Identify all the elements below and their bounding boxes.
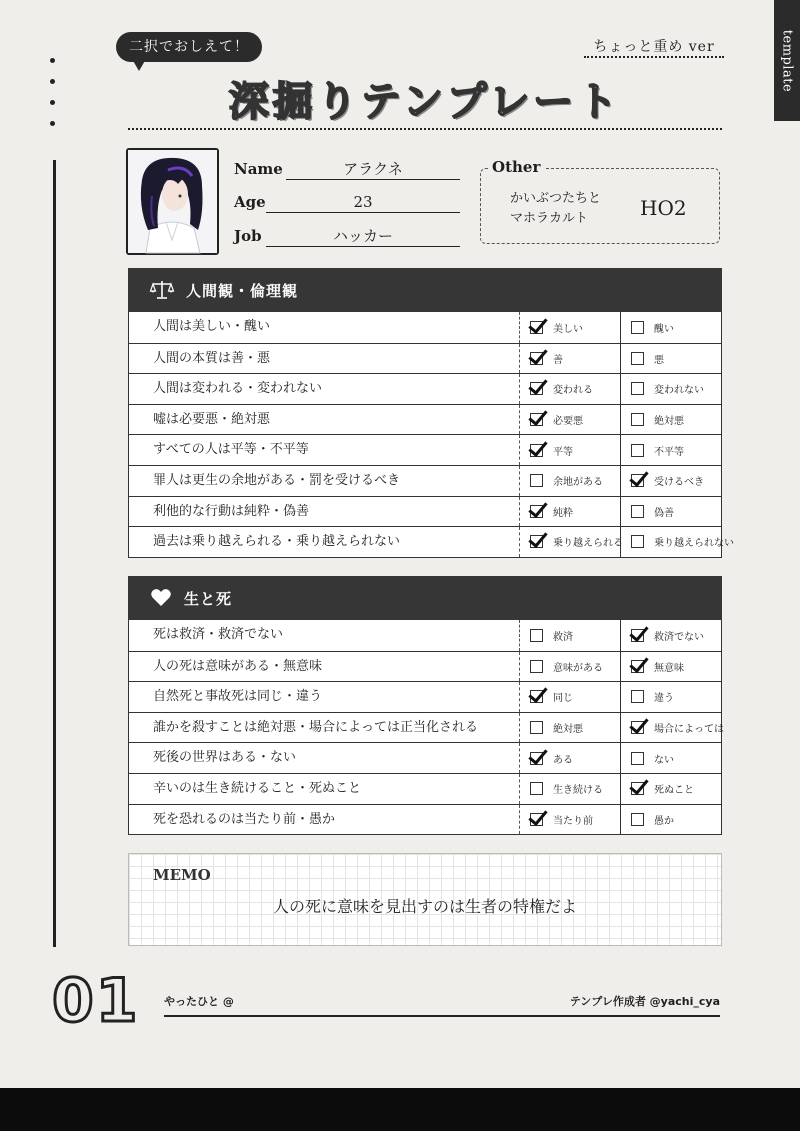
question-text: 利他的な行動は純粋・偽善	[129, 497, 520, 527]
option-a[interactable]	[520, 805, 620, 835]
character-portrait	[126, 148, 219, 255]
option-b[interactable]	[620, 774, 721, 804]
checkbox[interactable]	[631, 813, 644, 826]
checkbox[interactable]	[530, 752, 543, 765]
memo-box[interactable]	[128, 853, 722, 946]
option-a[interactable]	[520, 497, 620, 527]
speech-bubble: 二択でおしえて！	[116, 32, 262, 62]
option-label: 救済	[553, 631, 573, 643]
question-text: 誰かを殺すことは絶対悪・場合によっては正当化される	[129, 713, 520, 743]
question-text: 人間は変われる・変われない	[129, 374, 520, 404]
option-label: 乗り越えられない	[654, 538, 734, 550]
question-row	[129, 742, 721, 773]
option-label: 純粋	[553, 507, 573, 519]
question-text: 人間の本質は善・悪	[129, 344, 520, 374]
checkbox[interactable]	[631, 474, 644, 487]
checkbox[interactable]	[631, 535, 644, 548]
option-b[interactable]	[620, 374, 721, 404]
option-label: 必要悪	[553, 416, 583, 428]
memo-label: MEMO	[153, 866, 211, 884]
option-label: 醜い	[654, 323, 674, 335]
option-label: 無意味	[654, 662, 684, 674]
checkbox[interactable]	[631, 505, 644, 518]
job-label: Job	[234, 227, 262, 245]
question-row	[129, 434, 721, 465]
checkbox[interactable]	[530, 629, 543, 642]
section-header	[128, 268, 722, 312]
option-label: 絶対悪	[654, 416, 684, 428]
other-label: Other	[488, 158, 544, 176]
option-a[interactable]	[520, 620, 620, 651]
scales-icon	[150, 280, 174, 300]
option-b[interactable]	[620, 435, 721, 465]
bottom-bar	[0, 1088, 800, 1131]
version-label: ちょっと重め ver	[584, 36, 724, 58]
question-row	[129, 404, 721, 435]
option-a[interactable]	[520, 405, 620, 435]
option-a[interactable]	[520, 344, 620, 374]
heart-icon	[150, 588, 172, 608]
page-number: 01	[52, 966, 140, 1036]
checkbox[interactable]	[631, 782, 644, 795]
option-label: 救済でない	[654, 631, 704, 643]
checkbox[interactable]	[530, 690, 543, 703]
option-b[interactable]	[620, 466, 721, 496]
option-a[interactable]	[520, 466, 620, 496]
option-label: 同じ	[553, 693, 573, 705]
question-row	[129, 373, 721, 404]
option-a[interactable]	[520, 374, 620, 404]
page-title: 深掘りテンプレート	[228, 78, 622, 125]
decorative-dots	[50, 58, 55, 142]
checkbox[interactable]	[631, 321, 644, 334]
question-text: すべての人は平等・不平等	[129, 435, 520, 465]
option-label: 乗り越えられる	[553, 538, 623, 550]
option-label: 違う	[654, 693, 674, 705]
checkbox[interactable]	[530, 535, 543, 548]
footer-credit: テンプレ作成者 @yachi_cya	[569, 995, 720, 1008]
option-label: 悪	[654, 354, 664, 366]
option-label: 当たり前	[553, 815, 593, 827]
section-life-death	[128, 576, 722, 835]
option-label: 余地がある	[553, 477, 603, 489]
section-title: 人間観・倫理観	[186, 281, 299, 300]
option-b[interactable]	[620, 713, 724, 743]
option-label: 受けるべき	[654, 477, 704, 489]
checkbox[interactable]	[530, 474, 543, 487]
option-b[interactable]	[620, 344, 721, 374]
question-text: 死後の世界はある・ない	[129, 743, 520, 773]
option-b[interactable]	[620, 652, 721, 682]
job-row	[234, 223, 460, 247]
option-label: 美しい	[553, 323, 583, 335]
question-list	[128, 312, 734, 558]
option-label: 死ぬこと	[654, 785, 694, 797]
side-tab	[774, 0, 800, 121]
question-text: 人間は美しい・醜い	[129, 312, 520, 343]
question-row	[129, 312, 721, 343]
other-line-2: マホラカルト	[510, 211, 589, 226]
memo-text: 人の死に意味を見出すのは生者の特権だよ	[272, 897, 577, 916]
option-label: 意味がある	[553, 662, 603, 674]
question-row	[129, 773, 721, 804]
option-label: 絶対悪	[553, 724, 583, 736]
question-row	[129, 712, 724, 743]
age-label: Age	[234, 193, 266, 211]
question-text: 死は救済・救済でない	[129, 620, 520, 651]
option-label: 愚か	[654, 815, 674, 827]
option-b[interactable]	[620, 682, 721, 712]
checkbox[interactable]	[631, 690, 644, 703]
option-label: 生き続ける	[553, 785, 603, 797]
option-a[interactable]	[520, 652, 620, 682]
option-a[interactable]	[520, 527, 623, 557]
age-row	[234, 189, 460, 213]
question-text: 辛いのは生き続けること・死ぬこと	[129, 774, 520, 804]
question-row	[129, 651, 721, 682]
checkbox[interactable]	[631, 660, 644, 673]
checkbox[interactable]	[631, 629, 644, 642]
checkbox[interactable]	[530, 382, 543, 395]
footer-divider	[164, 1015, 720, 1017]
portrait-illustration	[128, 150, 217, 253]
option-label: 善	[553, 354, 563, 366]
checkbox[interactable]	[631, 444, 644, 457]
option-a[interactable]	[520, 743, 620, 773]
option-label: 場合によっては	[654, 724, 724, 736]
question-row	[129, 620, 721, 651]
option-label: ある	[553, 754, 573, 766]
checkbox[interactable]	[530, 444, 543, 457]
question-text: 嘘は必要悪・絶対悪	[129, 405, 520, 435]
checkbox[interactable]	[530, 352, 543, 365]
option-b[interactable]	[620, 620, 721, 651]
checkbox[interactable]	[631, 352, 644, 365]
age-field[interactable]: 23	[266, 191, 460, 213]
option-label: 変われる	[553, 385, 593, 397]
section-header	[128, 576, 722, 620]
option-b[interactable]	[620, 527, 734, 557]
option-label: 変われない	[654, 385, 704, 397]
option-b[interactable]	[620, 497, 721, 527]
question-text: 自然死と事故死は同じ・違う	[129, 682, 520, 712]
other-line-1: かいぶつたちと	[510, 191, 602, 206]
checkbox[interactable]	[530, 660, 543, 673]
other-text	[510, 189, 601, 229]
option-label: 偽善	[654, 507, 674, 519]
option-label: ない	[654, 754, 674, 766]
section-ethics	[128, 268, 734, 558]
question-row	[129, 804, 721, 835]
name-row	[234, 156, 460, 180]
question-row	[129, 681, 721, 712]
option-b[interactable]	[620, 405, 721, 435]
question-text: 過去は乗り越えられる・乗り越えられない	[129, 527, 520, 557]
question-list	[128, 620, 722, 835]
job-field[interactable]: ハッカー	[266, 225, 460, 247]
option-label: 不平等	[654, 446, 684, 458]
question-text: 罪人は更生の余地がある・罰を受けるべき	[129, 466, 520, 496]
checkbox[interactable]	[530, 721, 543, 734]
name-field[interactable]: アラクネ	[286, 158, 460, 180]
checkbox[interactable]	[530, 413, 543, 426]
option-b[interactable]	[620, 312, 721, 343]
option-label: 平等	[553, 446, 573, 458]
checkbox[interactable]	[631, 752, 644, 765]
option-a[interactable]	[520, 682, 620, 712]
side-tab-label: template	[779, 29, 795, 92]
question-row	[129, 343, 721, 374]
question-text: 人の死は意味がある・無意味	[129, 652, 520, 682]
question-row	[129, 496, 721, 527]
section-title: 生と死	[184, 589, 233, 608]
checkbox[interactable]	[631, 382, 644, 395]
question-text: 死を恐れるのは当たり前・愚か	[129, 805, 520, 835]
checkbox[interactable]	[631, 413, 644, 426]
option-a[interactable]	[520, 774, 620, 804]
checkbox[interactable]	[530, 782, 543, 795]
question-row	[129, 465, 721, 496]
checkbox[interactable]	[530, 813, 543, 826]
checkbox[interactable]	[631, 721, 644, 734]
option-a[interactable]	[520, 435, 620, 465]
name-label: Name	[234, 160, 283, 178]
decorative-vertical-line	[53, 160, 56, 947]
checkbox[interactable]	[530, 505, 543, 518]
option-a[interactable]	[520, 312, 620, 343]
title-divider	[128, 128, 722, 130]
checkbox[interactable]	[530, 321, 543, 334]
footer-player: やったひと @	[164, 995, 234, 1008]
option-a[interactable]	[520, 713, 620, 743]
option-b[interactable]	[620, 805, 721, 835]
option-b[interactable]	[620, 743, 721, 773]
other-code: HO2	[640, 196, 687, 220]
question-row	[129, 526, 734, 557]
